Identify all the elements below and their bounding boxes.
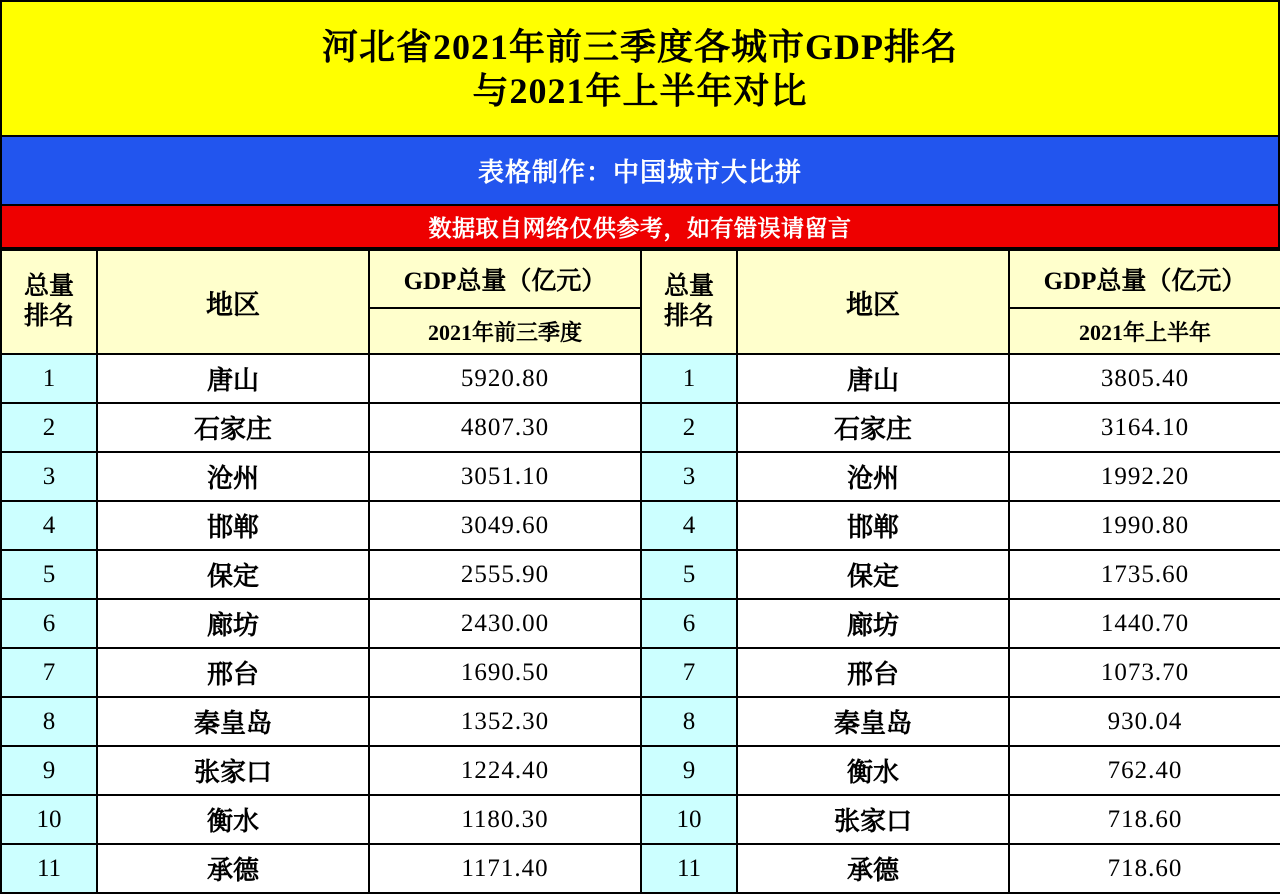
header-gdp-right: GDP总量（亿元） [1009,250,1280,308]
table-row [1,746,1280,795]
cell-rank-left: 11 [1,844,97,893]
cell-value-right: 930.04 [1009,697,1280,746]
table-row [1,452,1280,501]
cell-value-left: 2555.90 [369,550,641,599]
cell-rank-left: 2 [1,403,97,452]
table-row [1,648,1280,697]
cell-area-left: 衡水 [97,795,369,844]
cell-area-right: 邯郸 [737,501,1009,550]
header-rank-right [641,250,737,354]
notice-text: 数据取自网络仅供参考，如有错误请留言 [428,215,852,241]
table-body [1,354,1280,893]
header-gdp-left: GDP总量（亿元） [369,250,641,308]
cell-area-left: 沧州 [97,452,369,501]
table-header [1,250,1280,354]
cell-rank-left: 7 [1,648,97,697]
header-rank-left [1,250,97,354]
cell-rank-right: 6 [641,599,737,648]
cell-rank-left: 4 [1,501,97,550]
cell-value-right: 1992.20 [1009,452,1280,501]
cell-rank-left: 9 [1,746,97,795]
cell-value-right: 762.40 [1009,746,1280,795]
subtitle-banner [0,137,1280,206]
cell-area-left: 邯郸 [97,501,369,550]
cell-value-right: 718.60 [1009,844,1280,893]
cell-rank-right: 2 [641,403,737,452]
cell-value-right: 1735.60 [1009,550,1280,599]
cell-value-right: 3805.40 [1009,354,1280,403]
table-row [1,599,1280,648]
cell-rank-left: 8 [1,697,97,746]
header-rank-left-line1: 总量 [23,273,74,300]
cell-area-right: 承德 [737,844,1009,893]
subtitle-text: 表格制作：中国城市大比拼 [477,158,802,188]
page-title-line2: 与2021年上半年对比 [472,70,808,111]
cell-area-right: 衡水 [737,746,1009,795]
cell-rank-left: 1 [1,354,97,403]
cell-rank-right: 8 [641,697,737,746]
cell-value-left: 1352.30 [369,697,641,746]
cell-value-left: 1690.50 [369,648,641,697]
table-row [1,501,1280,550]
header-period-right: 2021年上半年 [1009,308,1280,354]
cell-rank-left: 3 [1,452,97,501]
cell-area-right: 唐山 [737,354,1009,403]
cell-value-left: 1224.40 [369,746,641,795]
cell-rank-left: 10 [1,795,97,844]
cell-value-right: 1990.80 [1009,501,1280,550]
cell-value-left: 1171.40 [369,844,641,893]
cell-rank-left: 5 [1,550,97,599]
cell-area-left: 保定 [97,550,369,599]
cell-area-left: 秦皇岛 [97,697,369,746]
cell-value-left: 1180.30 [369,795,641,844]
cell-area-left: 唐山 [97,354,369,403]
cell-rank-left: 6 [1,599,97,648]
cell-area-left: 石家庄 [97,403,369,452]
cell-area-left: 张家口 [97,746,369,795]
cell-area-right: 张家口 [737,795,1009,844]
cell-value-left: 3051.10 [369,452,641,501]
cell-rank-right: 10 [641,795,737,844]
cell-value-right: 718.60 [1009,795,1280,844]
cell-value-left: 4807.30 [369,403,641,452]
header-period-left: 2021年前三季度 [369,308,641,354]
cell-area-right: 保定 [737,550,1009,599]
cell-area-left: 廊坊 [97,599,369,648]
table-row [1,354,1280,403]
title-banner [0,0,1280,137]
gdp-table [0,249,1280,894]
cell-area-right: 邢台 [737,648,1009,697]
cell-area-right: 沧州 [737,452,1009,501]
cell-rank-right: 3 [641,452,737,501]
cell-area-right: 廊坊 [737,599,1009,648]
page-title-line1: 河北省2021年前三季度各城市GDP排名 [322,26,958,67]
table-row [1,844,1280,893]
header-area-left: 地区 [97,250,369,354]
header-row-primary [1,250,1280,308]
table-row [1,403,1280,452]
cell-value-right: 3164.10 [1009,403,1280,452]
cell-rank-right: 4 [641,501,737,550]
table-row [1,795,1280,844]
cell-rank-right: 9 [641,746,737,795]
table-row [1,550,1280,599]
cell-rank-right: 1 [641,354,737,403]
cell-area-right: 秦皇岛 [737,697,1009,746]
cell-rank-right: 7 [641,648,737,697]
cell-area-left: 承德 [97,844,369,893]
cell-value-left: 3049.60 [369,501,641,550]
header-rank-right-line2: 排名 [663,303,714,330]
cell-value-left: 5920.80 [369,354,641,403]
cell-value-right: 1440.70 [1009,599,1280,648]
header-area-right: 地区 [737,250,1009,354]
cell-value-right: 1073.70 [1009,648,1280,697]
notice-banner [0,206,1280,249]
header-rank-right-line1: 总量 [663,273,714,300]
cell-area-right: 石家庄 [737,403,1009,452]
header-rank-left-line2: 排名 [23,303,74,330]
cell-rank-right: 5 [641,550,737,599]
cell-area-left: 邢台 [97,648,369,697]
cell-rank-right: 11 [641,844,737,893]
table-row [1,697,1280,746]
cell-value-left: 2430.00 [369,599,641,648]
